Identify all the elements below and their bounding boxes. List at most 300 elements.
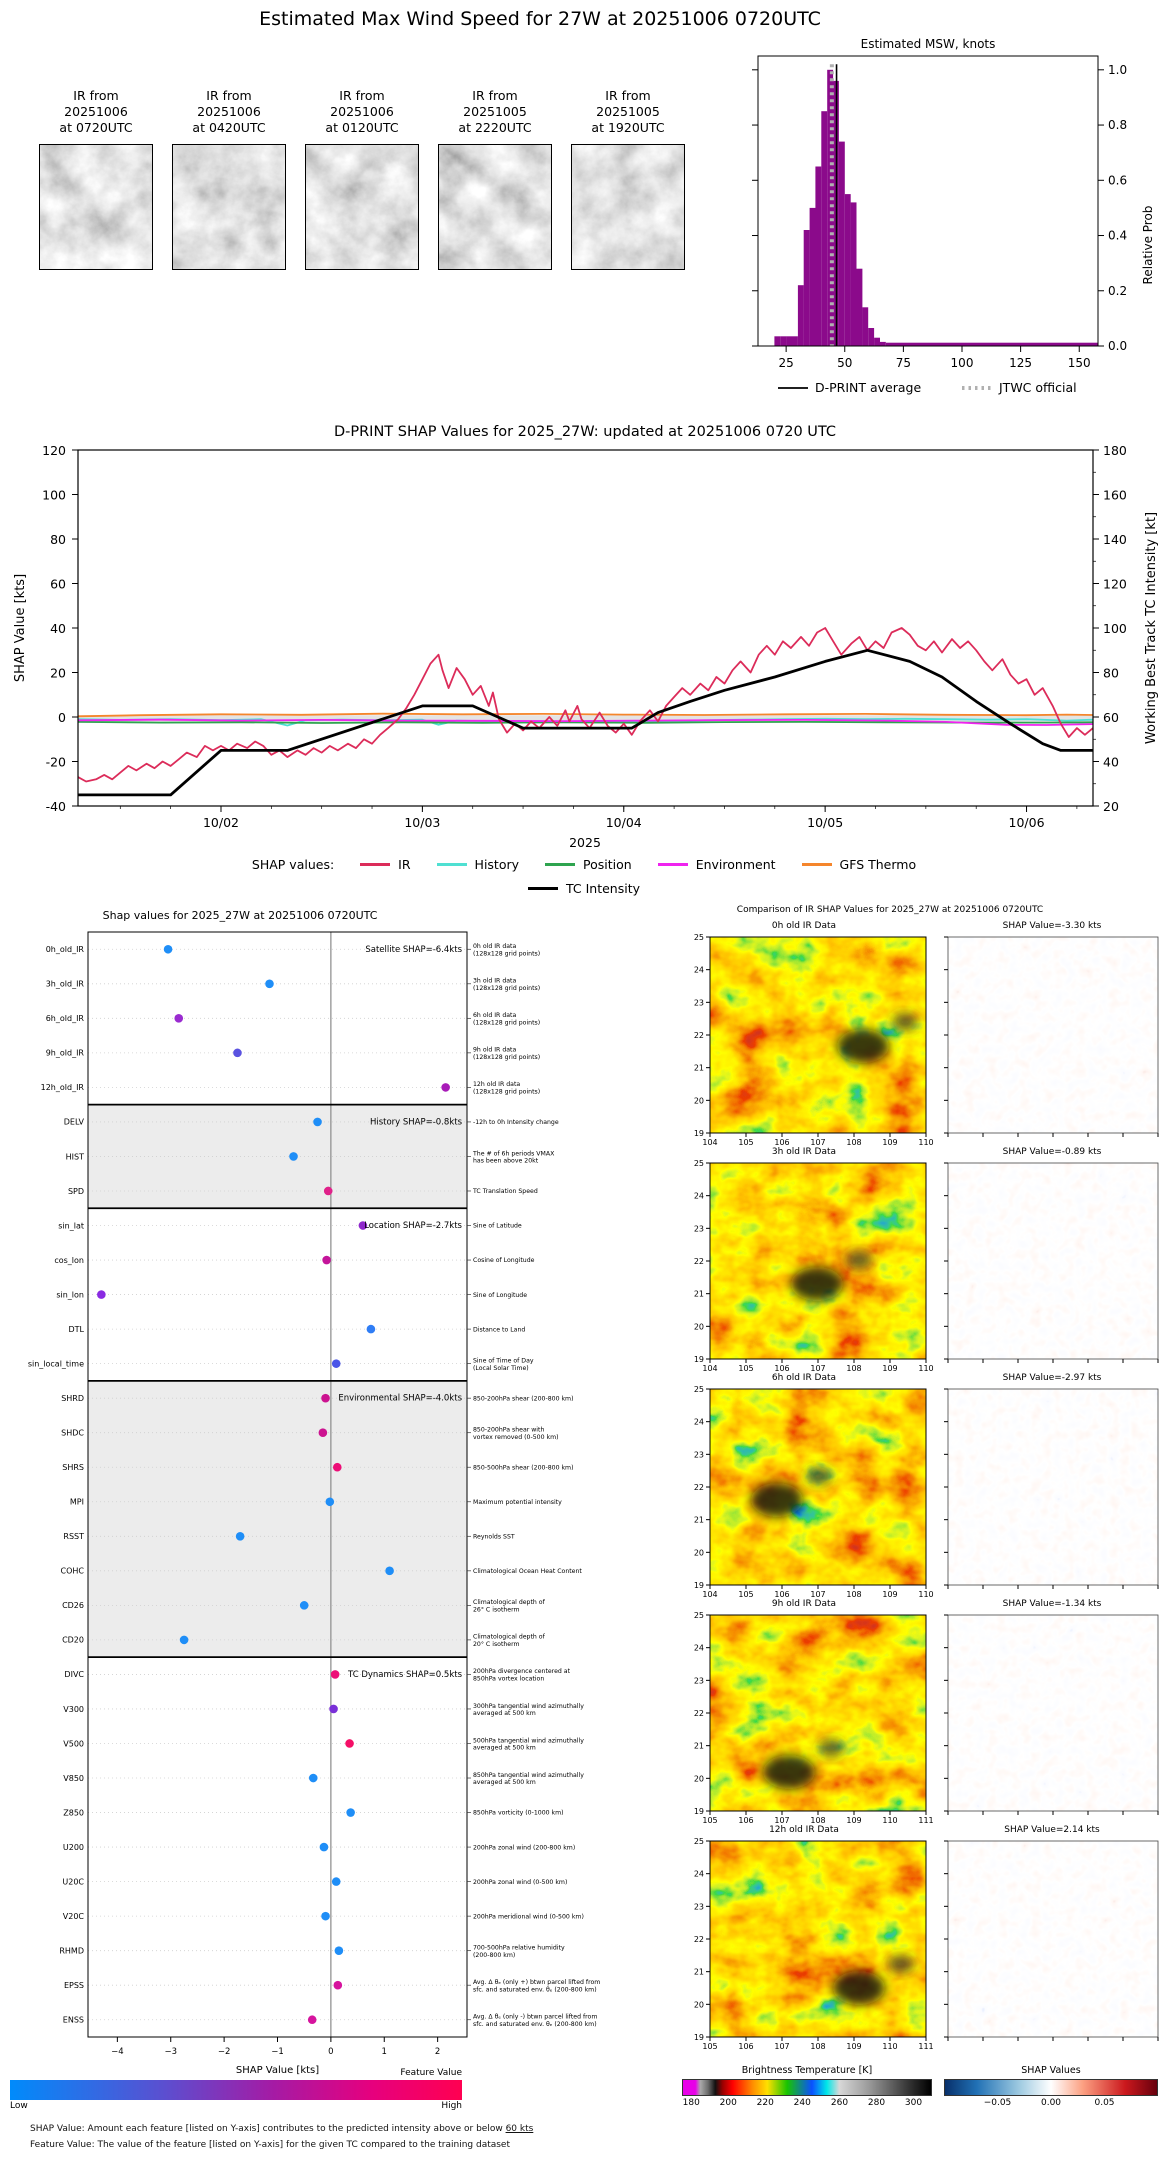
feature-desc: 6h old IR data [473, 1012, 517, 1020]
histogram-bar [880, 342, 886, 346]
histogram-bar [845, 194, 851, 346]
feature-desc: Sine of Time of Day [473, 1357, 534, 1365]
feature-label: 9h_old_IR [45, 1048, 84, 1058]
shap-map-raster [948, 1389, 1158, 1585]
legend-swatch [545, 863, 575, 866]
lat-tick-label: 20 [693, 1774, 704, 1784]
colorbar-low-label: Low [10, 2101, 28, 2111]
bt-tick-label: 200 [719, 2098, 737, 2108]
histogram-bar [810, 208, 816, 346]
feature-desc: Reynolds SST [473, 1533, 515, 1541]
feature-desc: Sine of Latitude [473, 1222, 522, 1230]
lat-tick-label: 23 [693, 998, 704, 1008]
feature-desc: 300hPa tangential wind azimuthally [473, 1702, 584, 1710]
shap-values-colorbar [944, 2079, 1158, 2096]
shap-dot [321, 1394, 330, 1403]
lon-tick-label: 109 [882, 1364, 898, 1373]
shap-map-title: SHAP Value=2.14 kts [1004, 1825, 1100, 1835]
feature-label: sin_lon [56, 1290, 84, 1300]
shap-dot [313, 1118, 322, 1127]
lon-tick-label: 109 [882, 1590, 898, 1599]
lon-tick-label: 104 [702, 1138, 718, 1147]
legend-swatch [437, 863, 467, 866]
shap-map-title: SHAP Value=-0.89 kts [1002, 1147, 1102, 1157]
lon-tick-label: 110 [882, 1816, 898, 1825]
ir-thumbnail-label: IR from 20251005 at 1920UTC [591, 88, 665, 135]
ir-map-title: 3h old IR Data [771, 1147, 837, 1157]
x-tick-label: −1 [271, 2047, 284, 2057]
lat-tick-label: 22 [693, 1935, 704, 1944]
lat-tick-label: 21 [693, 1289, 704, 1299]
dotplot-xlabel: SHAP Value [kts] [235, 2065, 320, 2076]
shap-dot [332, 1877, 341, 1886]
feature-desc: 9h old IR data [473, 1046, 517, 1054]
x-tick-label: 10/06 [1008, 815, 1045, 830]
feature-label: sin_lat [58, 1221, 84, 1231]
shap-dot [265, 979, 274, 988]
cold-cloud-core [892, 1013, 918, 1031]
lat-tick-label: 20 [693, 1096, 704, 1106]
shap-map-block [942, 1825, 1162, 2051]
lat-tick-label: 25 [693, 1385, 704, 1394]
shap-map-raster [948, 1163, 1158, 1359]
legend-swatch [658, 863, 688, 866]
shap-dot [174, 1014, 183, 1023]
shap-dotplot-panel [0, 905, 600, 2090]
feature-desc: Distance to Land [473, 1326, 526, 1334]
right-tick-label: 160 [1103, 487, 1127, 503]
left-tick-label: 20 [50, 665, 66, 681]
shap-dot [345, 1739, 354, 1748]
feature-desc: Sine of Longitude [473, 1291, 528, 1299]
legend-dprint-label: D-PRINT average [815, 380, 922, 395]
feature-desc: 200hPa zonal wind (0-500 km) [473, 1878, 568, 1886]
legend-prefix: SHAP values: [251, 856, 335, 872]
shap-map-raster [948, 1841, 1158, 2037]
feature-desc: 20° C isotherm [473, 1641, 520, 1649]
lon-tick-label: 110 [882, 2042, 898, 2051]
ir-thumbnail-image [305, 144, 419, 270]
series-ir [78, 628, 1093, 782]
feature-label: CD20 [62, 1635, 84, 1645]
lat-tick-label: 23 [693, 1676, 704, 1686]
feature-label: DELV [63, 1117, 84, 1127]
ir-thumbnail-image [571, 144, 685, 270]
cold-cloud-core [806, 1467, 832, 1485]
ir-map-title: 0h old IR Data [771, 921, 837, 931]
ir-map-raster [710, 937, 926, 1133]
lat-tick-label: 22 [693, 1709, 704, 1718]
shap-tick-label: 0.00 [1040, 2098, 1062, 2108]
feature-desc: 200hPa zonal wind (200-800 km) [473, 1844, 576, 1852]
shap-map-title: SHAP Value=-2.97 kts [1002, 1373, 1102, 1383]
left-tick-label: -20 [45, 754, 66, 770]
lat-tick-label: 20 [693, 1322, 704, 1332]
histogram-bar [851, 202, 857, 346]
feature-desc: -12h to 0h Intensity change [473, 1119, 559, 1127]
right-tick-label: 40 [1103, 754, 1119, 770]
feature-desc: 200hPa divergence centered at [473, 1668, 571, 1676]
x-tick-label: 100 [950, 356, 974, 370]
lon-tick-label: 109 [882, 1138, 898, 1147]
feature-desc: Climatological Ocean Heat Content [473, 1568, 582, 1576]
feature-desc: 200hPa meridional wind (0-500 km) [473, 1913, 584, 1921]
brightness-temp-label: Brightness Temperature [K] [741, 2065, 873, 2076]
legend-row-1 [0, 852, 1168, 876]
section-shading [88, 1381, 467, 1657]
feature-label: DIVC [64, 1670, 84, 1680]
ir-map-block [678, 921, 934, 1147]
msw-histogram-panel [700, 30, 1168, 430]
lon-tick-label: 108 [846, 1138, 862, 1147]
ir-map [678, 1611, 934, 1825]
brightness-temp-ticks [682, 2098, 932, 2110]
shap-dot [164, 945, 173, 954]
shap-map-raster [948, 937, 1158, 1133]
lat-tick-label: 24 [693, 965, 704, 975]
legend-jtwc-label: JTWC official [999, 380, 1077, 395]
x-tick-label: 0 [328, 2047, 334, 2057]
histogram-bar [839, 142, 845, 346]
lat-tick-label: 25 [693, 933, 704, 942]
shap-dot [334, 1981, 343, 1990]
lat-tick-label: 23 [693, 1450, 704, 1460]
figure-footnotes [30, 2122, 533, 2154]
feature-desc: Climatological depth of [473, 1599, 545, 1607]
feature-label: V20C [62, 1911, 84, 1921]
lat-tick-label: 20 [693, 2000, 704, 2010]
dotplot-title: Shap values for 2025_27W at 20251006 0720UTC [102, 909, 378, 922]
right-axis-label: Working Best Track TC Intensity [kt] [1144, 511, 1159, 745]
shap-dot [385, 1567, 394, 1576]
feature-desc: TC Translation Speed [473, 1188, 538, 1196]
feature-desc: Cosine of Longitude [473, 1257, 535, 1265]
ir-comparison-row [612, 1373, 1168, 1599]
footnote-line1-underline: 60 kts [505, 2124, 534, 2134]
lon-tick-label: 104 [702, 1590, 718, 1599]
lat-tick-label: 21 [693, 1741, 704, 1751]
y-tick-label: 0.4 [1108, 228, 1128, 243]
feature-desc: (128x128 grid points) [473, 1088, 541, 1096]
x-tick-label: 75 [895, 356, 912, 370]
feature-label: 6h_old_IR [45, 1014, 84, 1024]
y-tick-label: 1.0 [1108, 62, 1128, 77]
ir-map [678, 1385, 934, 1599]
ir-map-title: 6h old IR Data [771, 1373, 837, 1383]
section-shap-label: Location SHAP=-2.7kts [364, 1221, 462, 1232]
ir-map-block [678, 1373, 934, 1599]
right-tick-label: 20 [1103, 799, 1119, 814]
histogram-bar [780, 336, 786, 346]
ir-thumbnail [171, 88, 287, 270]
feature-label: COHC [60, 1566, 84, 1576]
histogram-bar [857, 269, 863, 346]
lat-tick-label: 22 [693, 1031, 704, 1040]
right-tick-label: 60 [1103, 710, 1119, 725]
left-tick-label: -40 [45, 799, 66, 814]
lat-tick-label: 21 [693, 1063, 704, 1073]
shap-map-block [942, 1373, 1162, 1599]
lat-tick-label: 19 [693, 1129, 704, 1138]
footnote-feature-value: Feature Value: The value of the feature [listed on Y-axis] for the given TC compared to the training dataset [30, 2139, 511, 2150]
ir-map-block [678, 1599, 934, 1825]
ir-map-raster [710, 1389, 926, 1585]
feature-label: 3h_old_IR [45, 979, 84, 989]
histogram-bar [874, 338, 880, 346]
ir-map-raster [710, 1841, 926, 2037]
lon-tick-label: 108 [810, 2042, 826, 2051]
cold-cloud-core [751, 1483, 803, 1517]
brightness-temp-colorbar [682, 2079, 932, 2096]
shap-dot [441, 1083, 450, 1092]
histogram-bar [862, 307, 868, 346]
feature-desc: averaged at 500 km [473, 1779, 536, 1787]
feature-desc: 500hPa tangential wind azimuthally [473, 1737, 584, 1745]
right-tick-label: 100 [1103, 621, 1127, 636]
lat-tick-label: 25 [693, 1611, 704, 1620]
right-tick-label: 120 [1103, 576, 1127, 592]
lon-tick-label: 107 [810, 1138, 826, 1147]
feature-desc: (128x128 grid points) [473, 1019, 541, 1027]
histogram-bar [774, 336, 780, 346]
feature-desc: (128x128 grid points) [473, 984, 541, 992]
lat-tick-label: 25 [693, 1159, 704, 1168]
x-tick-label: 10/04 [605, 815, 642, 830]
feature-label: SHRS [62, 1463, 84, 1473]
legend-item-position [545, 857, 632, 872]
lat-tick-label: 21 [693, 1967, 704, 1977]
legend-item-label: Position [583, 856, 632, 872]
lon-tick-label: 105 [738, 1590, 754, 1599]
feature-label: HIST [65, 1152, 84, 1162]
ir-comparison-row [612, 921, 1168, 1147]
feature-desc: The # of 6h periods VMAX [473, 1150, 555, 1158]
lon-tick-label: 108 [846, 1590, 862, 1599]
ir-thumbnail [437, 88, 553, 270]
feature-desc: has been above 20kt [473, 1157, 539, 1165]
timeseries-frame [78, 450, 1093, 806]
section-shap-label: Satellite SHAP=-6.4kts [365, 944, 462, 955]
shap-map [942, 934, 1162, 1147]
cold-cloud-core [888, 1955, 914, 1973]
feature-value-colorbar-block [10, 2068, 462, 2111]
feature-label: EPSS [63, 1981, 84, 1991]
shap-dot [331, 1670, 340, 1679]
feature-desc: 12h old IR data [473, 1081, 521, 1089]
ir-map-title: 12h old IR Data [769, 1825, 839, 1835]
feature-label: MPI [69, 1497, 84, 1507]
histogram-bar [786, 336, 792, 346]
feature-desc: 850-200hPa shear (200-800 km) [473, 1395, 574, 1403]
shap-dot [333, 1463, 342, 1472]
bt-tick-label: 260 [830, 2098, 849, 2108]
ir-thumbnail [38, 88, 154, 270]
lat-tick-label: 24 [693, 1417, 704, 1427]
ir-map [678, 1837, 934, 2051]
lon-tick-label: 104 [702, 1364, 718, 1373]
right-tick-label: 180 [1103, 443, 1127, 458]
feature-desc: averaged at 500 km [473, 1710, 536, 1718]
footnote-shap-value [30, 2122, 533, 2138]
shap-dot [320, 1843, 329, 1852]
legend-item-ir [360, 857, 410, 872]
section-shap-label: TC Dynamics SHAP=0.5kts [348, 1669, 462, 1680]
lat-tick-label: 25 [693, 1837, 704, 1846]
ir-comparison-row [612, 1147, 1168, 1373]
lat-tick-label: 19 [693, 1807, 704, 1816]
ir-map-block [678, 1825, 934, 2051]
x-tick-label: 1 [381, 2047, 387, 2057]
ir-thumbnail-label: IR from 20251006 at 0120UTC [325, 88, 399, 135]
cold-cloud-core [763, 1755, 815, 1789]
feature-value-colorbar-ends [10, 2101, 462, 2111]
lat-tick-label: 23 [693, 1224, 704, 1234]
left-axis-label: SHAP Value [kts] [13, 573, 28, 683]
histogram-bars [774, 70, 1098, 346]
lat-tick-label: 22 [693, 1257, 704, 1266]
timeseries-title: D-PRINT SHAP Values for 2025_27W: updated at 20251006 0720 UTC [333, 424, 837, 440]
lat-tick-label: 24 [693, 1643, 704, 1653]
legend-item-tc-intensity [528, 881, 640, 896]
x-tick-label: 10/05 [807, 815, 844, 830]
ir-map [678, 933, 934, 1147]
histogram-bar [821, 111, 827, 346]
x-axis-year-label: 2025 [569, 835, 601, 850]
ir-thumbnail-image [438, 144, 552, 270]
shap-timeseries [0, 414, 1168, 854]
lon-tick-label: 110 [918, 1590, 934, 1599]
feature-desc: Avg. Δ θₑ (only -) btwn parcel lifted from [473, 2013, 598, 2021]
lon-tick-label: 109 [846, 2042, 862, 2051]
y-tick-label: 0.8 [1108, 118, 1128, 133]
left-tick-label: 0 [58, 710, 66, 725]
feature-label: DTL [68, 1324, 84, 1334]
ir-comparison-panel [612, 905, 1168, 2158]
legend-item-label: IR [398, 856, 411, 872]
feature-desc: 850-200hPa shear with [473, 1426, 545, 1434]
colorbar-high-label: High [441, 2101, 462, 2111]
lat-tick-label: 24 [693, 1869, 704, 1879]
legend-item-label: Environment [695, 856, 776, 872]
shap-map-title: SHAP Value=-1.34 kts [1002, 1599, 1102, 1609]
timeseries-legend [0, 852, 1168, 900]
shap-dot [319, 1428, 328, 1437]
bt-tick-label: 180 [682, 2098, 700, 2108]
legend-item-history [437, 857, 519, 872]
ir-comparison-title: Comparison of IR SHAP Values for 2025_27W at 20251006 0720UTC [736, 905, 1044, 915]
x-tick-label: 50 [837, 356, 853, 370]
x-tick-label: 150 [1067, 356, 1091, 370]
ir-map [678, 1159, 934, 1373]
lat-tick-label: 24 [693, 1191, 704, 1201]
right-tick-label: 140 [1103, 532, 1127, 547]
shap-dot [97, 1290, 106, 1299]
feature-label: SHRD [61, 1393, 84, 1403]
shap-values-label: SHAP Values [1021, 2065, 1081, 2076]
y-tick-label: 0.6 [1108, 173, 1128, 188]
shap-dot [308, 2015, 317, 2024]
shap-tick-label: −0.05 [983, 2098, 1012, 2108]
ir-thumbnail [304, 88, 420, 270]
lon-tick-label: 111 [918, 1816, 934, 1825]
lat-tick-label: 19 [693, 1355, 704, 1364]
feature-desc: (200-800 km) [473, 1951, 516, 1959]
shap-dot [233, 1049, 242, 1058]
ir-thumbnail-row [38, 88, 704, 270]
cold-cloud-core [846, 1251, 872, 1269]
feature-label: sin_local_time [27, 1359, 84, 1369]
shap-dot [335, 1946, 344, 1955]
x-tick-label: −2 [217, 2047, 231, 2057]
feature-desc: 850hPa tangential wind azimuthally [473, 1771, 584, 1779]
x-tick-label: 10/03 [404, 815, 441, 830]
lon-tick-label: 105 [738, 1364, 754, 1373]
left-tick-label: 80 [50, 532, 66, 547]
lon-tick-label: 108 [810, 1816, 826, 1825]
bt-tick-label: 300 [904, 2098, 923, 2108]
histogram-title: Estimated MSW, knots [860, 37, 996, 51]
histogram-bar [798, 285, 804, 346]
lon-tick-label: 110 [918, 1364, 934, 1373]
lon-tick-label: 110 [918, 1138, 934, 1147]
ir-thumbnail-label: IR from 20251006 at 0720UTC [59, 88, 133, 135]
feature-label: 0h_old_IR [45, 945, 84, 955]
bt-tick-label: 280 [867, 2098, 886, 2108]
y-tick-label: 0.2 [1108, 283, 1128, 298]
shap-dotplot [0, 905, 600, 2090]
right-tick-label: 80 [1103, 665, 1119, 681]
feature-label: V500 [63, 1739, 84, 1749]
y-tick-label: 0.0 [1108, 339, 1128, 353]
feature-desc: 0h old IR data [473, 943, 517, 951]
feature-desc: sfc. and saturated env. θₑ (200-800 km) [473, 2020, 597, 2028]
shap-dot [180, 1636, 189, 1645]
legend-swatch [528, 887, 558, 890]
feature-desc: 26° C isotherm [473, 1606, 520, 1614]
figure-title: Estimated Max Wind Speed for 27W at 20251006 0720UTC [259, 8, 821, 30]
shap-dot [309, 1774, 318, 1783]
shap-map [942, 1838, 1162, 2051]
shap-map-title: SHAP Value=-3.30 kts [1002, 921, 1102, 931]
msw-histogram [700, 30, 1168, 430]
shap-map [942, 1160, 1162, 1373]
shap-map-raster [948, 1615, 1158, 1811]
feature-label: cos_lon [54, 1255, 84, 1265]
feature-desc: 850-500hPa shear (200-800 km) [473, 1464, 574, 1472]
lon-tick-label: 107 [774, 1816, 790, 1825]
shap-map [942, 1612, 1162, 1825]
ir-thumbnail-label: IR from 20251005 at 2220UTC [458, 88, 532, 135]
shap-map-block [942, 921, 1162, 1147]
legend-item-label: History [474, 856, 520, 872]
histogram-bar [868, 328, 874, 346]
shap-tick-label: 0.05 [1094, 2098, 1115, 2108]
shap-map [942, 1386, 1162, 1599]
lon-tick-label: 111 [918, 2042, 934, 2051]
lon-tick-label: 109 [846, 1816, 862, 1825]
shap-dot [322, 1256, 331, 1265]
feature-value-label: Feature Value [400, 2068, 462, 2078]
ir-map-title: 9h old IR Data [771, 1599, 837, 1609]
bt-tick-label: 240 [793, 2098, 811, 2108]
lon-tick-label: 107 [810, 1590, 826, 1599]
feature-value-colorbar [10, 2080, 462, 2100]
shap-dot [332, 1359, 341, 1368]
legend-item-label: GFS Thermo [839, 856, 917, 872]
lon-tick-label: 106 [738, 2042, 754, 2051]
left-tick-label: 100 [42, 487, 66, 503]
ir-map-block [678, 1147, 934, 1373]
